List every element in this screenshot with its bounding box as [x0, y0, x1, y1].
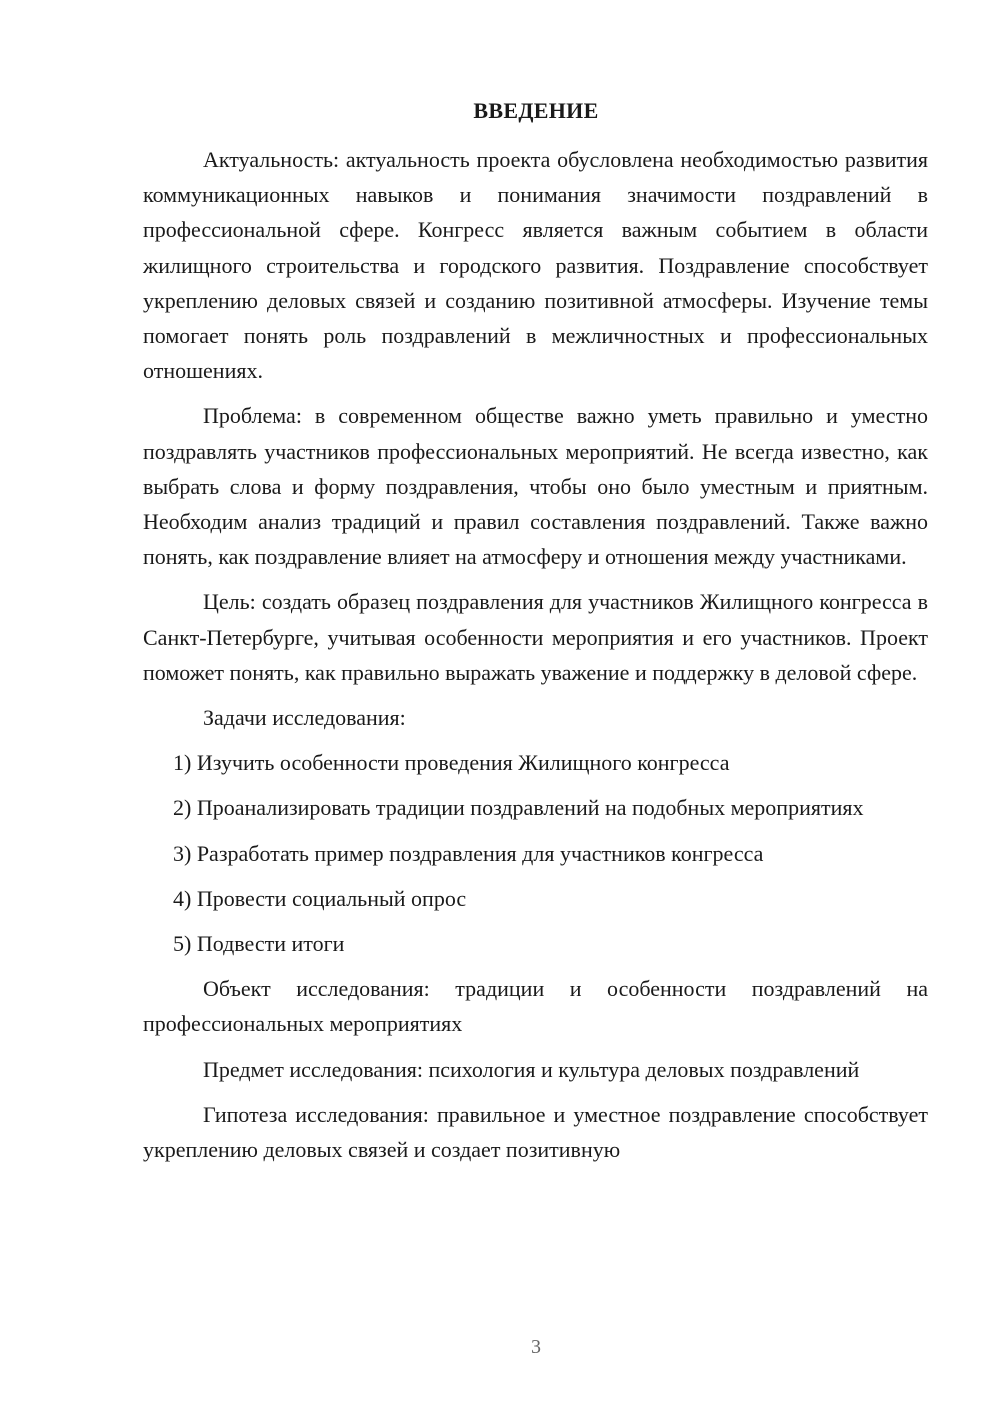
page-number: 3 — [531, 1336, 541, 1358]
paragraph-hypothesis: Гипотеза исследования: правильное и уместное поздравление способствует укреплению деловых связей и создает позитивную — [143, 1101, 928, 1163]
task-item-3: 3) Разработать пример поздравления для участников конгресса — [173, 840, 764, 866]
task-item-2: 2) Проанализировать традиции поздравлений на подобных мероприятиях — [173, 795, 864, 821]
paragraph-subject: Предмет исследования: психология и культура деловых поздравлений — [203, 1056, 860, 1082]
paragraph-relevance: Актуальность: актуальность проекта обусловлена необходимостью развития коммуникационных навыков и понимания значимости поздравлений в профессиональной сфере. Конгресс является важным событием в области жилищного строительства и городского развития. Поздравление способствует укреплению деловых связей и созданию позитивной атмосферы. Изучение темы помогает понять роль поздравлений в межличностных и профессиональных отношениях. — [143, 147, 928, 384]
paragraph-problem: Проблема: в современном обществе важно уметь правильно и уместно поздравлять участников профессиональных мероприятий. Не всегда известно, как выбрать слова и форму поздравления, чтобы оно было уместным и приятным. Необходим анализ традиций и правил составления поздравлений. Также важно понять, как поздравление влияет на атмосферу и отношения между участниками. — [143, 403, 928, 570]
paragraph-goal: Цель: создать образец поздравления для участников Жилищного конгресса в Санкт-Петербурге, учитывая особенности мероприятия и его участников. Проект поможет понять, как правильно выражать уважение и поддержку в деловой сфере. — [143, 589, 928, 685]
task-item-5: 5) Подвести итоги — [173, 931, 345, 957]
page-title: ВВЕДЕНИЕ — [473, 98, 599, 123]
tasks-heading: Задачи исследования: — [203, 705, 406, 731]
paragraph-object: Объект исследования: традиции и особенности поздравлений на профессиональных мероприятиях — [143, 976, 928, 1037]
task-item-1: 1) Изучить особенности проведения Жилищного конгресса — [173, 750, 730, 776]
task-item-4: 4) Провести социальный опрос — [173, 885, 467, 911]
body-text — [143, 142, 928, 1167]
